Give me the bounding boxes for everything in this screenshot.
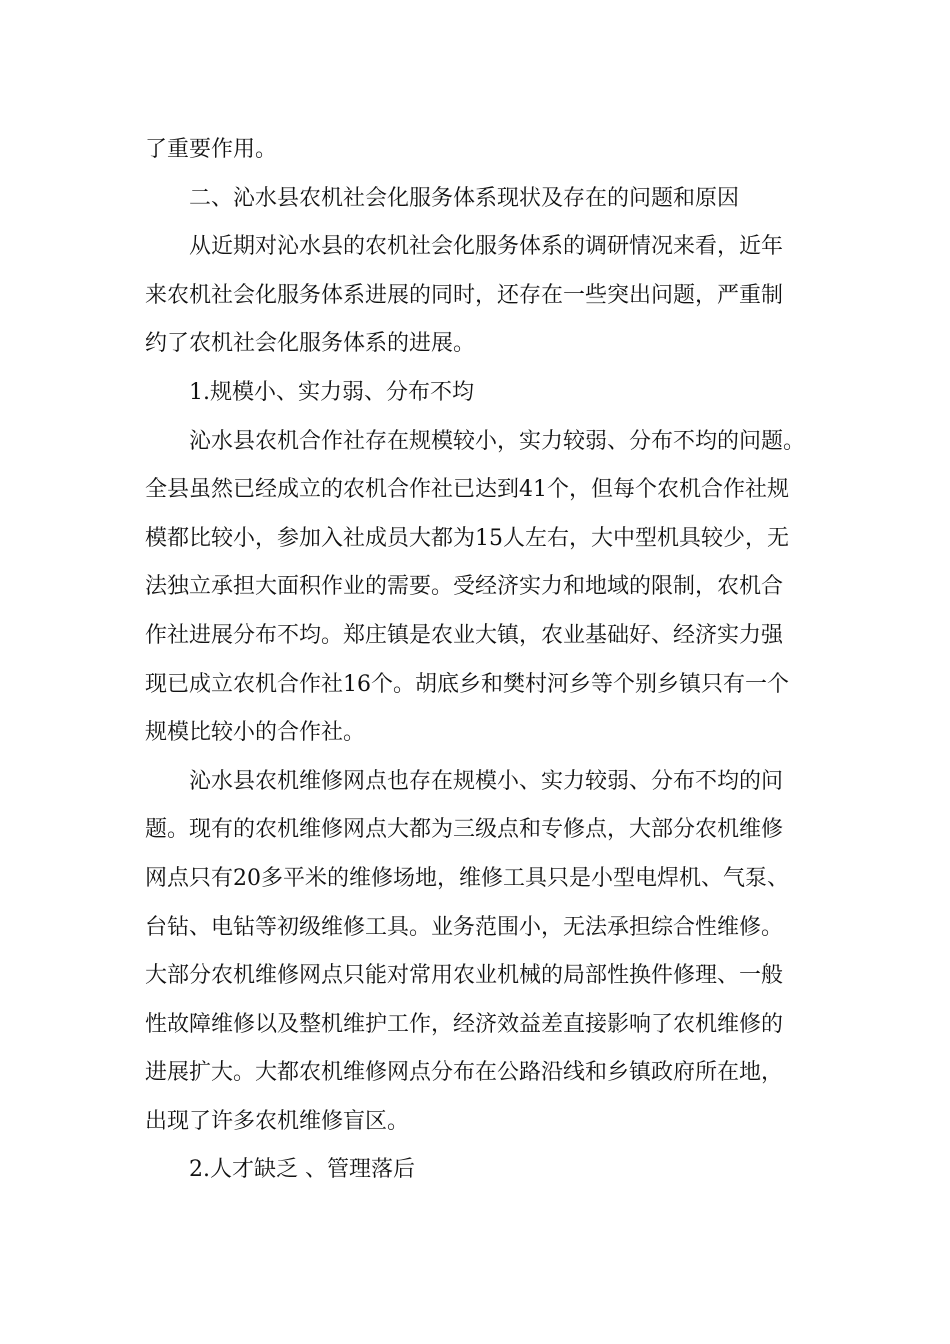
text-line: 从近期对沁水县的农机社会化服务体系的调研情况来看，近年 bbox=[189, 234, 784, 260]
text-line: 进展扩大。大都农机维修网点分布在公路沿线和乡镇政府所在地， bbox=[145, 1060, 784, 1086]
text-line: 规模比较小的合作社。 bbox=[145, 720, 366, 746]
text-line: 约了农机社会化服务体系的进展。 bbox=[145, 331, 476, 357]
text-line: 法独立承担大面积作业的需要。受经济实力和地域的限制，农机合 bbox=[145, 574, 784, 600]
text-line: 网点只有20多平米的维修场地，维修工具只是小型电焊机、气泵、 bbox=[145, 865, 789, 891]
text-line: 现已成立农机合作社16个。胡底乡和樊村河乡等个别乡镇只有一个 bbox=[145, 671, 789, 697]
text-line: 沁水县农机合作社存在规模较小，实力较弱、分布不均的问题。 bbox=[189, 428, 806, 454]
text-line: 了重要作用。 bbox=[145, 137, 278, 162]
subsection-heading: 2.人才缺乏 、管理落后 bbox=[189, 1157, 415, 1183]
document-page bbox=[145, 126, 817, 1195]
text-line: 大部分农机维修网点只能对常用农业机械的局部性换件修理、一般 bbox=[145, 963, 784, 989]
text-line: 全县虽然已经成立的农机合作社已达到41个，但每个农机合作社规 bbox=[145, 477, 789, 503]
text-line: 台钻、电钻等初级维修工具。业务范围小，无法承担综合性维修。 bbox=[145, 914, 784, 940]
subsection-heading: 1.规模小、实力弱、分布不均 bbox=[189, 379, 474, 405]
text-line: 模都比较小，参加入社成员大都为15人左右，大中型机具较少，无 bbox=[145, 525, 789, 551]
text-line: 沁水县农机维修网点也存在规模小、实力较弱、分布不均的问 bbox=[189, 768, 784, 794]
text-line: 来农机社会化服务体系进展的同时，还存在一些突出问题，严重制 bbox=[145, 282, 784, 308]
text-line: 题。现有的农机维修网点大都为三级点和专修点，大部分农机维修 bbox=[145, 817, 784, 843]
text-line: 出现了许多农机维修盲区。 bbox=[145, 1108, 410, 1134]
text-line: 作社进展分布不均。郑庄镇是农业大镇，农业基础好、经济实力强 bbox=[145, 622, 784, 648]
section-heading: 二、沁水县农机社会化服务体系现状及存在的问题和原因 bbox=[189, 185, 740, 211]
text-line: 性故障维修以及整机维护工作，经济效益差直接影响了农机维修的 bbox=[145, 1011, 784, 1037]
